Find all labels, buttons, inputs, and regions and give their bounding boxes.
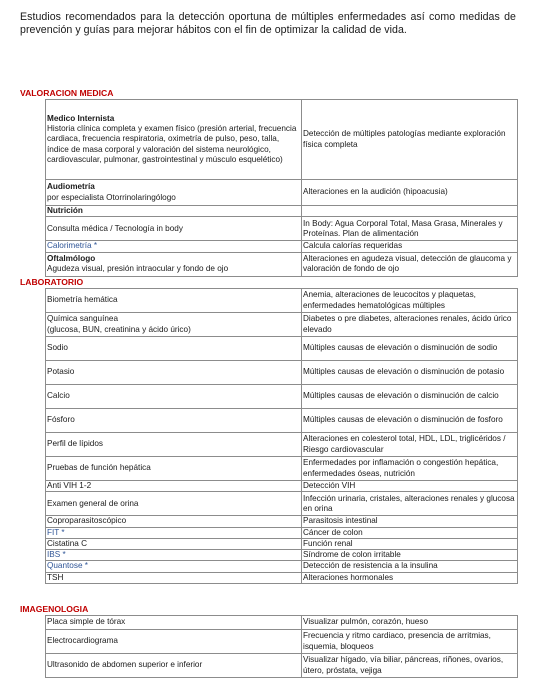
table-row	[46, 616, 518, 630]
detection-cell: Diabetes o pre diabetes, alteraciones renales, ácido úrico elevado	[302, 313, 518, 337]
study-cell	[46, 337, 302, 361]
study-name: FIT *	[47, 527, 65, 537]
study-cell	[46, 616, 302, 630]
study-cell	[46, 100, 302, 180]
table-row	[46, 180, 518, 206]
study-cell	[46, 180, 302, 206]
table-row	[46, 433, 518, 457]
study-name: Química sanguínea	[47, 314, 119, 324]
study-name: Biometría hemática	[47, 295, 118, 305]
detection-cell: Cáncer de colon	[302, 527, 518, 538]
table-row	[46, 217, 518, 241]
detection-cell: Detección VIH	[302, 481, 518, 492]
study-cell	[46, 252, 302, 276]
table-row	[46, 550, 518, 561]
detection-cell: Visualizar pulmón, corazón, hueso	[302, 616, 518, 630]
study-name: Cistatina C	[47, 538, 88, 548]
section-table	[45, 99, 518, 277]
table-row	[46, 527, 518, 538]
study-name: Quantose *	[47, 561, 88, 571]
detection-cell: Parasitosis intestinal	[302, 516, 518, 527]
table-row	[46, 385, 518, 409]
study-name: Consulta médica / Tecnología in body	[47, 223, 183, 233]
detection-cell	[302, 206, 518, 217]
table-row	[46, 409, 518, 433]
table-row	[46, 457, 518, 481]
section-title: VALORACION MEDICA	[20, 88, 114, 98]
study-cell	[46, 409, 302, 433]
study-cell	[46, 361, 302, 385]
study-name: (glucosa, BUN, creatinina y ácido úrico)	[47, 324, 191, 334]
table-row	[46, 516, 518, 527]
detection-cell: Detección de múltiples patologías mediante exploración física completa	[302, 100, 518, 180]
study-name: por especialista Otorrinolaringólogo	[47, 192, 176, 202]
detection-cell: Múltiples causas de elevación o disminución de potasio	[302, 361, 518, 385]
study-cell	[46, 206, 302, 217]
detection-cell: Múltiples causas de elevación o disminución de calcio	[302, 385, 518, 409]
table-row	[46, 206, 518, 217]
study-name: Examen general de orina	[47, 498, 139, 508]
detection-cell: Múltiples causas de elevación o disminución de fosforo	[302, 409, 518, 433]
study-name: Calcio	[47, 391, 70, 401]
study-cell	[46, 241, 302, 252]
table-row	[46, 572, 518, 583]
study-cell	[46, 217, 302, 241]
section-title: IMAGENOLOGIA	[20, 604, 89, 614]
study-cell	[46, 385, 302, 409]
detection-cell: Detección de resistencia a la insulina	[302, 561, 518, 572]
detection-cell: Visualizar hígado, vía biliar, páncreas, riñones, ovarios, útero, próstata, vejiga	[302, 654, 518, 678]
study-name: Electrocardiograma	[47, 636, 118, 646]
section-table	[45, 615, 518, 678]
detection-cell: Múltiples causas de elevación o disminución de sodio	[302, 337, 518, 361]
study-name: Agudeza visual, presión intraocular y fondo de ojo	[47, 264, 229, 274]
study-cell	[46, 654, 302, 678]
table-row	[46, 241, 518, 252]
study-name: Coproparasitoscópico	[47, 516, 127, 526]
study-cell	[46, 289, 302, 313]
detection-cell: Calcula calorías requeridas	[302, 241, 518, 252]
table-row	[46, 630, 518, 654]
study-name: Pruebas de función hepática	[47, 463, 151, 473]
study-cell	[46, 538, 302, 549]
study-cell	[46, 550, 302, 561]
table-row	[46, 361, 518, 385]
study-cell	[46, 572, 302, 583]
study-name: IBS *	[47, 550, 66, 560]
study-name: Ultrasonido de abdomen superior e inferior	[47, 660, 203, 670]
detection-cell: Frecuencia y ritmo cardiaco, presencia de arritmias, isquemia, bloqueos	[302, 630, 518, 654]
detection-cell: Alteraciones en agudeza visual, detección de glaucoma y valoración de fondo de ojo	[302, 252, 518, 276]
study-cell	[46, 527, 302, 538]
detection-cell: Síndrome de colon irritable	[302, 550, 518, 561]
study-name: Fósforo	[47, 415, 75, 425]
table-row	[46, 561, 518, 572]
detection-cell: Anemia, alteraciones de leucocitos y plaquetas, enfermedades hematológicas múltiples	[302, 289, 518, 313]
detection-cell: In Body: Agua Corporal Total, Masa Grasa, Minerales y Proteínas. Plan de alimentación	[302, 217, 518, 241]
table-row	[46, 538, 518, 549]
study-name: Sodio	[47, 343, 68, 353]
study-name: Calorimetría *	[47, 241, 98, 251]
study-name: Potasio	[47, 367, 75, 377]
detection-cell: Alteraciones en la audición (hipoacusia)	[302, 180, 518, 206]
table-row	[46, 654, 518, 678]
study-cell	[46, 492, 302, 516]
detection-cell: Infección urinaria, cristales, alteraciones renales y glucosa en orina	[302, 492, 518, 516]
table-row	[46, 289, 518, 313]
study-cell	[46, 630, 302, 654]
study-name: Historia clínica completa y examen físico (presión arterial, frecuencia cardiaca, frecuencia respiratoria, oximetría de pulso, peso, talla, índice de masa corporal y valoración del sistema neurológico, cardiovascular, pulmonar, gastrointestinal y músculo esquelético)	[47, 124, 297, 164]
study-cell	[46, 457, 302, 481]
detection-cell: Enfermedades por inflamación o congestión hepática, enfermedades óseas, nutrición	[302, 457, 518, 481]
table-row	[46, 492, 518, 516]
section-table	[45, 288, 518, 584]
study-name: Placa simple de tórax	[47, 617, 126, 627]
detection-cell: Función renal	[302, 538, 518, 549]
study-heading: Oftalmólogo	[47, 253, 96, 263]
study-heading: Nutrición	[47, 206, 83, 215]
detection-cell: Alteraciones hormonales	[302, 572, 518, 583]
study-cell	[46, 561, 302, 572]
study-name: Perfil de lípidos	[47, 439, 103, 449]
detection-cell: Alteraciones en colesterol total, HDL, LDL, triglicéridos / Riesgo cardiovascular	[302, 433, 518, 457]
study-name: TSH	[47, 572, 64, 582]
study-cell	[46, 516, 302, 527]
table-row	[46, 313, 518, 337]
table-row	[46, 252, 518, 276]
study-cell	[46, 481, 302, 492]
study-cell	[46, 313, 302, 337]
table-row	[46, 337, 518, 361]
table-row	[46, 100, 518, 180]
section-title: LABORATORIO	[20, 277, 84, 287]
study-cell	[46, 433, 302, 457]
study-name: Anti VIH 1-2	[47, 481, 92, 490]
study-heading: Medico Internista	[47, 113, 115, 123]
table-row	[46, 481, 518, 492]
study-heading: Audiometría	[47, 182, 95, 192]
intro-paragraph: Estudios recomendados para la detección oportuna de múltiples enfermedades así como medidas de prevención y guías para mejorar hábitos con el fin de optimizar la calidad de vida.	[20, 11, 516, 37]
